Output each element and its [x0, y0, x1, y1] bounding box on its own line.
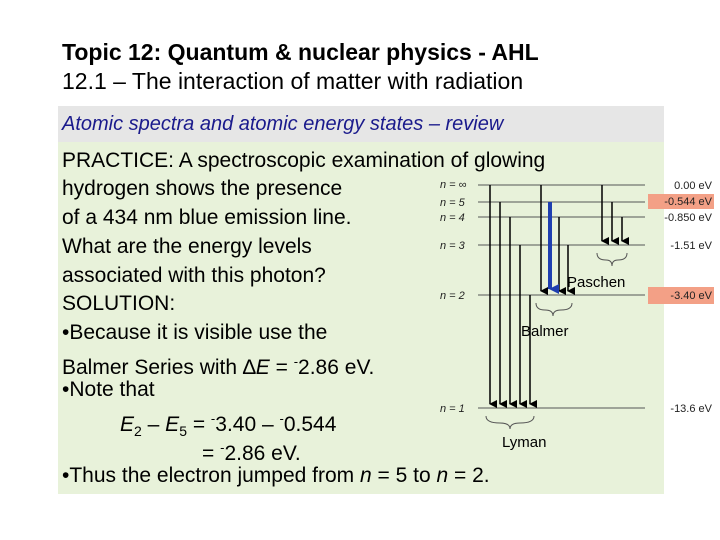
minus-sign: - — [293, 354, 299, 369]
practice-line-4: What are the energy levels — [62, 235, 312, 258]
bullet-icon: • — [62, 321, 70, 344]
practice-line-5: associated with this photon? — [62, 264, 326, 287]
level-energy-2: -3.40 eV — [670, 290, 712, 302]
equation-sub-5: 5 — [179, 423, 187, 440]
result-equals: = — [202, 442, 221, 465]
practice-line-3: of a 434 nm blue emission line. — [62, 206, 352, 229]
level-energy-1: -13.6 eV — [670, 403, 712, 415]
solution-heading: SOLUTION: — [62, 292, 176, 315]
conclusion-pre: Thus the electron jumped from — [69, 464, 360, 487]
level-energy-4: -0.850 eV — [664, 212, 712, 224]
solution-text-1: Because it is visible use the — [69, 321, 328, 344]
level-energy-3: -1.51 eV — [670, 240, 712, 252]
level-energy-5: -0.544 eV — [664, 196, 712, 208]
level-label-inf: n = ∞ — [440, 179, 467, 191]
bullet-icon: • — [62, 464, 70, 487]
equation-sub-2: 2 — [134, 423, 142, 440]
paschen-brace — [597, 253, 627, 266]
note-text: Note that — [69, 378, 155, 401]
equals-sign: = — [269, 356, 294, 379]
energy-value: 2.86 e — [298, 356, 357, 379]
equation-value-2: 0.544 — [283, 413, 337, 436]
series-label-paschen: Paschen — [567, 274, 626, 291]
energy-unit: V. — [356, 356, 375, 379]
level-label-4: n = 4 — [440, 212, 465, 224]
subtitle: Atomic spectra and atomic energy states – review — [62, 113, 504, 135]
result-minus: - — [220, 440, 225, 455]
delta-symbol: ∆ — [242, 356, 256, 379]
practice-line-2: hydrogen shows the presence — [62, 177, 343, 200]
practice-line-1: PRACTICE: A spectroscopic examination of glowing — [62, 149, 546, 172]
equation-equals: = — [186, 413, 211, 436]
result-value: 2.86 eV. — [224, 442, 301, 465]
level-label-1: n = 1 — [440, 403, 465, 415]
bullet-icon: • — [62, 378, 70, 401]
conclusion-n1: n — [360, 464, 372, 487]
level-label-5: n = 5 — [440, 197, 465, 209]
series-label-balmer: Balmer — [521, 323, 569, 340]
balmer-prefix: Balmer Series with — [62, 356, 243, 379]
equation-e2: E — [120, 413, 135, 436]
level-label-2: n = 2 — [440, 290, 465, 302]
title-line-1: Topic 12: Quantum & nuclear physics - AHL — [62, 39, 539, 65]
balmer-arrows — [541, 185, 568, 291]
equation-e5: E — [165, 413, 180, 436]
equation-minus-2: - — [279, 411, 284, 426]
conclusion-n2: n — [436, 464, 449, 487]
paschen-arrows — [602, 185, 622, 241]
energy-symbol: E — [255, 356, 270, 379]
series-label-lyman: Lyman — [502, 434, 547, 451]
conclusion-mid: = 5 to — [371, 464, 437, 487]
level-energy-inf: 0.00 eV — [674, 180, 712, 192]
level-lines — [478, 185, 645, 408]
equation-value-1: 3.40 – — [215, 413, 280, 436]
equation-minus-1: - — [210, 411, 216, 426]
lyman-brace — [486, 416, 534, 429]
conclusion-post: = 2. — [448, 464, 490, 487]
balmer-brace — [536, 303, 572, 316]
equation-dash: – — [141, 413, 166, 436]
level-label-3: n = 3 — [440, 240, 465, 252]
title-line-2: 12.1 – The interaction of matter with radiation — [62, 68, 524, 94]
